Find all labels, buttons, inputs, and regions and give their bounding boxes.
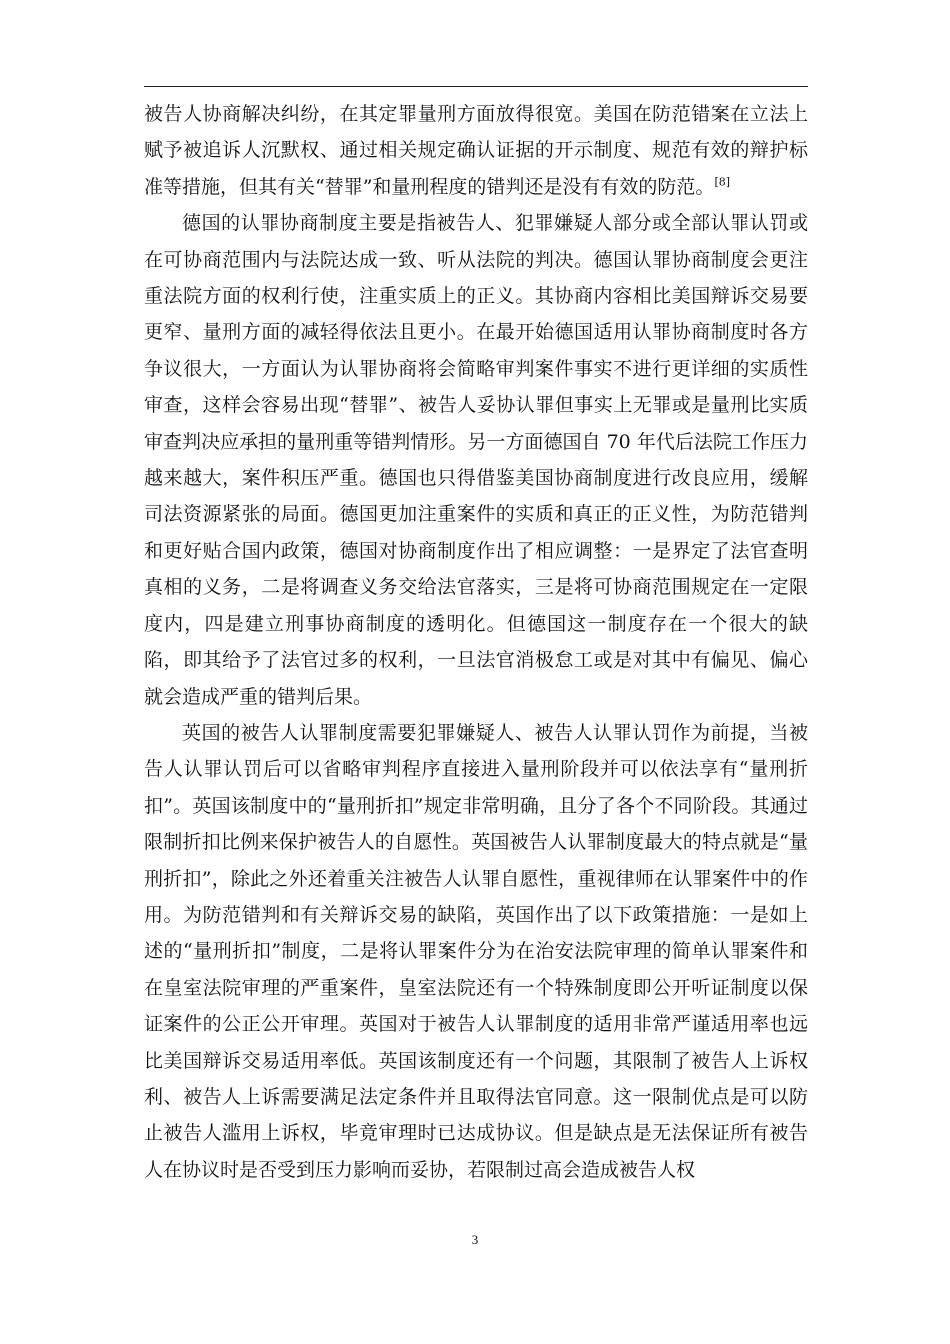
paragraph-3: 英国的被告人认罪制度需要犯罪嫌疑人、被告人认罪认罚作为前提，当被告人认罪认罚后可以省略审判程序直接进入量刑阶段并可以依法享有“量刑折扣”。英国该制度中的“量刑折扣”规定非常明确，且分了各个不同阶段。其通过限制折扣比例来保护被告人的自愿性。英国被告人认罪制度最大的特点就是“量刑折扣”，除此之外还着重关注被告人认罪自愿性，重视律师在认罪案件中的作用。为防范错判和有关辩诉交易的缺陷，英国作出了以下政策措施：一是如上述的“量刑折扣”制度，二是将认罪案件分为在治安法院审理的简单认罪案件和在皇室法院审理的严重案件，皇室法院还有一个特殊制度即公开听证制度以保证案件的公正公开审理。英国对于被告人认罪制度的适用非常严谨适用率也远比美国辩诉交易适用率低。英国该制度还有一个问题，其限制了被告人上诉权利、被告人上诉需要满足法定条件并且取得法官同意。这一限制优点是可以防止被告人滥用上诉权，毕竟审理时已达成协议。但是缺点是无法保证所有被告人在协议时是否受到压力影响而妥协，若限制过高会造成被告人权 — [144, 721, 808, 1181]
paragraph-1 — [144, 96, 808, 205]
body-text — [144, 96, 808, 1188]
header-rule — [144, 86, 808, 87]
page-number: 3 — [471, 1232, 479, 1247]
paragraph-2: 德国的认罪协商制度主要是指被告人、犯罪嫌疑人部分或全部认罪认罚或在可协商范围内与法院达成一致、听从法院的判决。德国认罪协商制度会更注重法院方面的权利行使，注重实质上的正义。其协商内容相比美国辩诉交易要更窄、量刑方面的减轻得依法且更小。在最开始德国适用认罪协商制度时各方争议很大，一方面认为认罪协商将会简略审判案件事实不进行更详细的实质性审查，这样会容易出现“替罪”、被告人妥协认罪但事实上无罪或是量刑比实质审查判决应承担的量刑重等错判情形。另一方面德国自 70 年代后法院工作压力越来越大，案件积压严重。德国也只得借鉴美国协商制度进行改良应用，缓解司法资源紧张的局面。德国更加注重案件的实质和真正的正义性，为防范错判和更好贴合国内政策，德国对协商制度作出了相应调整：一是界定了法官查明真相的义务，二是将调查义务交给法官落实，三是将可协商范围规定在一定限度内，四是建立刑事协商制度的透明化。但德国这一制度存在一个很大的缺陷，即其给予了法官过多的权利，一旦法官消极怠工或是对其中有偏见、偏心就会造成严重的错判后果。 — [144, 212, 808, 708]
citation-marker: [8] — [714, 175, 731, 189]
paragraph-text: 被告人协商解决纠纷，在其定罪量刑方面放得很宽。美国在防范错案在立法上赋予被追诉人沉默权、通过相关规定确认证据的开示制度、规范有效的辩护标准等措施，但其有关“替罪”和量刑程度的错判还是没有有效的防范。 — [144, 103, 808, 198]
